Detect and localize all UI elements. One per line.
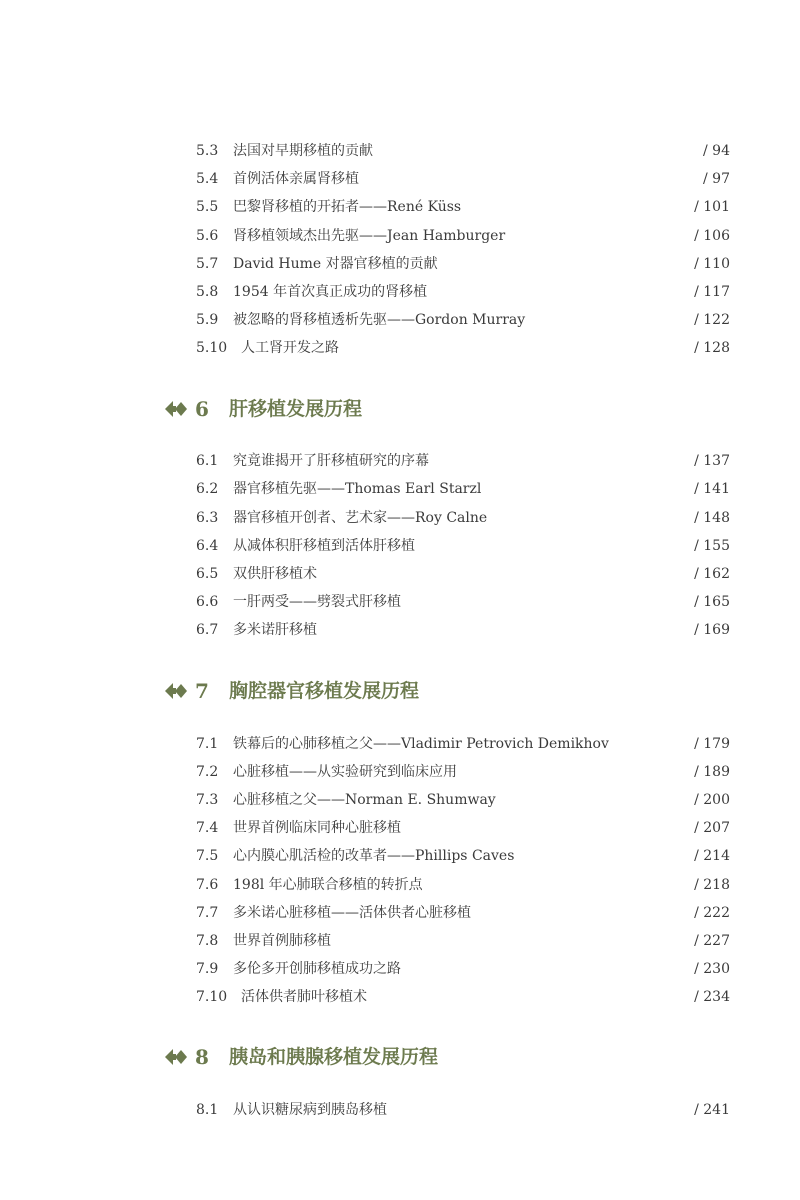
entry-page: / 207 bbox=[694, 820, 730, 836]
entry-number: 7.1 bbox=[196, 736, 219, 752]
entry-page: / 122 bbox=[694, 312, 730, 328]
toc-entry-5-5[interactable] bbox=[196, 196, 730, 218]
entry-number: 6.1 bbox=[196, 453, 219, 469]
entry-title: 法国对早期移植的贡献 bbox=[233, 143, 373, 159]
entry-number: 7.9 bbox=[196, 961, 219, 977]
entry-number: 5.10 bbox=[196, 340, 228, 356]
entry-title: 世界首例肺移植 bbox=[233, 933, 331, 949]
toc-entry-6-6[interactable] bbox=[196, 591, 730, 613]
entry-page: / 165 bbox=[694, 594, 730, 610]
entry-number: 7.4 bbox=[196, 820, 219, 836]
chapter-title: 胰岛和胰腺移植发展历程 bbox=[229, 1046, 439, 1068]
toc-entry-8-1[interactable] bbox=[196, 1099, 730, 1121]
chapter-heading-8[interactable] bbox=[165, 1042, 665, 1072]
entry-page: / 141 bbox=[694, 481, 730, 497]
entry-page: / 169 bbox=[694, 622, 730, 638]
entry-title: 究竟谁揭开了肝移植研究的序幕 bbox=[233, 453, 429, 469]
entry-page: / 234 bbox=[694, 989, 730, 1005]
entry-title: 多米诺心脏移植——活体供者心脏移植 bbox=[233, 905, 471, 921]
entry-title: 肾移植领域杰出先驱——Jean Hamburger bbox=[233, 228, 506, 244]
chapter-heading-6[interactable] bbox=[165, 394, 665, 424]
entry-page: / 179 bbox=[694, 736, 730, 752]
entry-page: / 101 bbox=[694, 199, 730, 215]
entry-title: 1954 年首次真正成功的肾移植 bbox=[233, 284, 428, 300]
toc-entry-6-4[interactable] bbox=[196, 535, 730, 557]
entry-page: / 155 bbox=[694, 538, 730, 554]
entry-number: 8.1 bbox=[196, 1102, 219, 1118]
diamond-arrow-icon bbox=[165, 400, 187, 418]
entry-title: 世界首例临床同种心脏移植 bbox=[233, 820, 401, 836]
entry-number: 7.2 bbox=[196, 764, 219, 780]
chapter-number: 8 bbox=[195, 1045, 209, 1069]
toc-entry-6-1[interactable] bbox=[196, 450, 730, 472]
entry-number: 6.4 bbox=[196, 538, 219, 554]
entry-title: 多米诺肝移植 bbox=[233, 622, 317, 638]
entry-title: 心脏移植——从实验研究到临床应用 bbox=[233, 764, 457, 780]
chapter-title: 肝移植发展历程 bbox=[229, 398, 363, 420]
entry-number: 7.7 bbox=[196, 905, 219, 921]
entry-number: 7.10 bbox=[196, 989, 228, 1005]
entry-page: / 148 bbox=[694, 510, 730, 526]
toc-entry-6-7[interactable] bbox=[196, 619, 730, 641]
entry-page: / 218 bbox=[694, 877, 730, 893]
entry-page: / 214 bbox=[694, 848, 730, 864]
entry-number: 5.8 bbox=[196, 284, 219, 300]
entry-title: 人工肾开发之路 bbox=[241, 340, 339, 356]
diamond-arrow-icon bbox=[165, 1048, 187, 1066]
entry-page: / 200 bbox=[694, 792, 730, 808]
entry-number: 6.2 bbox=[196, 481, 219, 497]
entry-page: / 137 bbox=[694, 453, 730, 469]
entry-title: 多伦多开创肺移植成功之路 bbox=[233, 961, 401, 977]
toc-entry-7-6[interactable] bbox=[196, 874, 730, 896]
toc-entry-5-8[interactable] bbox=[196, 281, 730, 303]
toc-entry-7-10[interactable] bbox=[196, 986, 730, 1008]
entry-title: 心内膜心肌活检的改革者——Phillips Caves bbox=[233, 848, 515, 864]
toc-entry-7-3[interactable] bbox=[196, 789, 730, 811]
entry-number: 5.7 bbox=[196, 256, 219, 272]
entry-page: / 162 bbox=[694, 566, 730, 582]
chapter-title: 胸腔器官移植发展历程 bbox=[229, 680, 420, 702]
entry-number: 6.7 bbox=[196, 622, 219, 638]
entry-number: 5.5 bbox=[196, 199, 219, 215]
toc-entry-6-3[interactable] bbox=[196, 507, 730, 529]
toc-entry-7-8[interactable] bbox=[196, 930, 730, 952]
toc-entry-7-9[interactable] bbox=[196, 958, 730, 980]
entry-page: / 230 bbox=[694, 961, 730, 977]
toc-entry-5-9[interactable] bbox=[196, 309, 730, 331]
toc-entry-5-4[interactable] bbox=[196, 168, 730, 190]
entry-title: 被忽略的肾移植透析先驱——Gordon Murray bbox=[233, 312, 526, 328]
toc-entry-5-10[interactable] bbox=[196, 337, 730, 359]
toc-entry-5-7[interactable] bbox=[196, 253, 730, 275]
entry-number: 6.6 bbox=[196, 594, 219, 610]
entry-number: 6.5 bbox=[196, 566, 219, 582]
entry-page: / 128 bbox=[694, 340, 730, 356]
toc-entry-5-3[interactable] bbox=[196, 140, 730, 162]
entry-page: / 189 bbox=[694, 764, 730, 780]
entry-page: / 106 bbox=[694, 228, 730, 244]
entry-number: 5.9 bbox=[196, 312, 219, 328]
entry-number: 6.3 bbox=[196, 510, 219, 526]
entry-title: 一肝两受——劈裂式肝移植 bbox=[233, 594, 401, 610]
toc-entry-5-6[interactable] bbox=[196, 225, 730, 247]
entry-title: 巴黎肾移植的开拓者——René Küss bbox=[233, 199, 462, 215]
chapter-number: 6 bbox=[195, 397, 209, 421]
toc-entry-7-2[interactable] bbox=[196, 761, 730, 783]
entry-title: 首例活体亲属肾移植 bbox=[233, 171, 359, 187]
entry-title: David Hume 对器官移植的贡献 bbox=[233, 256, 438, 272]
entry-page: / 97 bbox=[703, 171, 730, 187]
entry-number: 5.3 bbox=[196, 143, 219, 159]
entry-page: / 117 bbox=[694, 284, 730, 300]
entry-title: 从认识糖尿病到胰岛移植 bbox=[233, 1102, 387, 1118]
entry-page: / 227 bbox=[694, 933, 730, 949]
chapter-heading-7[interactable] bbox=[165, 676, 665, 706]
entry-title: 活体供者肺叶移植术 bbox=[241, 989, 367, 1005]
entry-title: 198l 年心肺联合移植的转折点 bbox=[233, 877, 423, 893]
toc-entry-6-5[interactable] bbox=[196, 563, 730, 585]
entry-title: 铁幕后的心肺移植之父——Vladimir Petrovich Demikhov bbox=[233, 736, 609, 752]
entry-page: / 94 bbox=[703, 143, 730, 159]
toc-entry-7-4[interactable] bbox=[196, 817, 730, 839]
entry-number: 7.8 bbox=[196, 933, 219, 949]
entry-page: / 222 bbox=[694, 905, 730, 921]
entry-title: 心脏移植之父——Norman E. Shumway bbox=[233, 792, 496, 808]
entry-page: / 241 bbox=[694, 1102, 730, 1118]
entry-number: 7.3 bbox=[196, 792, 219, 808]
toc-entry-7-7[interactable] bbox=[196, 902, 730, 924]
entry-number: 7.5 bbox=[196, 848, 219, 864]
entry-number: 5.6 bbox=[196, 228, 219, 244]
entry-number: 7.6 bbox=[196, 877, 219, 893]
toc-entry-6-2[interactable] bbox=[196, 478, 730, 500]
toc-entry-7-1[interactable] bbox=[196, 733, 730, 755]
entry-title: 器官移植先驱——Thomas Earl Starzl bbox=[233, 481, 482, 497]
toc-entry-7-5[interactable] bbox=[196, 845, 730, 867]
entry-page: / 110 bbox=[694, 256, 730, 272]
diamond-arrow-icon bbox=[165, 682, 187, 700]
chapter-number: 7 bbox=[195, 679, 209, 703]
entry-title: 器官移植开创者、艺术家——Roy Calne bbox=[233, 510, 488, 526]
entry-number: 5.4 bbox=[196, 171, 219, 187]
entry-title: 双供肝移植术 bbox=[233, 566, 317, 582]
entry-title: 从减体积肝移植到活体肝移植 bbox=[233, 538, 415, 554]
